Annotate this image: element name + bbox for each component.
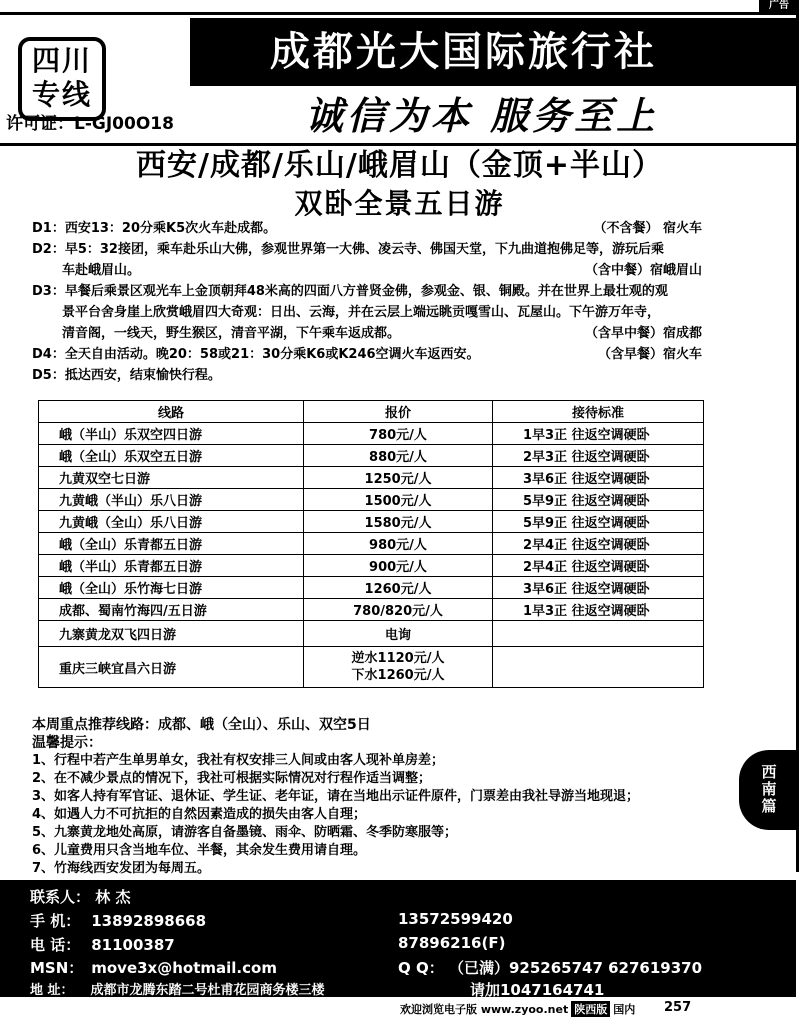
- contact-qq: [398, 957, 702, 978]
- standard-cell: [493, 621, 704, 647]
- route-cell: 九黄双空七日游: [39, 467, 304, 489]
- notes: [32, 716, 712, 878]
- standard-cell: 2早4正 往返空调硬卧: [493, 555, 704, 577]
- day-label: D5：: [32, 368, 65, 383]
- meal-info: （不含餐） 宿火车: [593, 221, 702, 236]
- badge-line1: 四川: [31, 44, 92, 77]
- price-cell: 780元/人: [304, 423, 493, 445]
- tip-item: 6、儿童费用只含当地车位、半餐，其余发生费用请自理。: [32, 843, 367, 858]
- contact-person-label: 联系人：: [30, 888, 91, 906]
- msn-label: MSN：: [30, 959, 84, 977]
- tips-title: 温馨提示：: [32, 735, 102, 751]
- price-cell: 880元/人: [304, 445, 493, 467]
- contact-mobile: [30, 910, 206, 931]
- route-cell: 峨（半山）乐青都五日游: [39, 555, 304, 577]
- footer-region: 国内: [613, 1003, 636, 1016]
- footer: [0, 997, 799, 1017]
- table-row: [39, 511, 704, 533]
- price-cell: [304, 647, 493, 688]
- table-row: [39, 489, 704, 511]
- standard-cell: 5早9正 往返空调硬卧: [493, 511, 704, 533]
- day-label: D4：: [32, 347, 65, 362]
- day-label: D3：: [32, 284, 65, 299]
- price-cell: 1500元/人: [304, 489, 493, 511]
- itinerary-row: [32, 260, 704, 281]
- tip-item: 2、在不减少景点的情况下，我社可根据实际情况对行程作适当调整；: [32, 771, 432, 786]
- badge-line2: 专线: [31, 78, 92, 111]
- route-cell: 九黄峨（半山）乐八日游: [39, 489, 304, 511]
- table-row: [39, 423, 704, 445]
- table-row: [39, 533, 704, 555]
- table-row: [39, 555, 704, 577]
- address-label: 地 址：: [30, 983, 74, 998]
- price-downstream: 下水1260元/人: [351, 668, 445, 683]
- route-subtitle: 双卧全景五日游: [294, 187, 505, 220]
- day-text: 西安13：20分乘K5次火车赴成都。: [64, 221, 277, 236]
- standard-cell: 1早3正 往返空调硬卧: [493, 423, 704, 445]
- contact-phone: [30, 934, 175, 955]
- price-cell: 1580元/人: [304, 511, 493, 533]
- itinerary-row: [32, 218, 704, 239]
- price-cell: 900元/人: [304, 555, 493, 577]
- route-cell: 峨（全山）乐双空五日游: [39, 445, 304, 467]
- footer-website: 欢迎浏览电子版 www.zyoo.net: [400, 1003, 569, 1016]
- tip-item: 4、如遇人力不可抗拒的自然因素造成的损失由客人自理；: [32, 807, 367, 822]
- license-number: 许可证：L-GJ00O18: [6, 114, 174, 134]
- contact-person: [30, 886, 130, 907]
- route-cell: 九寨黄龙双飞四日游: [39, 621, 304, 647]
- route-cell: 成都、蜀南竹海四/五日游: [39, 599, 304, 621]
- itinerary-row: [32, 239, 704, 260]
- contact-qq2: 请加1047164741: [470, 981, 605, 999]
- mobile-number: 13892898668: [91, 912, 207, 930]
- footer-edition-box: 陕西版: [571, 1001, 610, 1017]
- standard-cell: 5早9正 往返空调硬卧: [493, 489, 704, 511]
- standard-cell: 1早3正 往返空调硬卧: [493, 599, 704, 621]
- table-row: [39, 467, 704, 489]
- meal-info: （含早中餐）宿成都: [584, 326, 702, 341]
- contact-person-name: 林 杰: [95, 888, 131, 906]
- day-label: D1：: [32, 221, 65, 236]
- slogan: 诚信为本 服务至上: [305, 93, 659, 138]
- agency-title: 成都光大国际旅行社: [190, 18, 796, 86]
- standard-cell: 3早6正 往返空调硬卧: [493, 467, 704, 489]
- table-row: [39, 621, 704, 647]
- header-price: 报价: [304, 401, 493, 423]
- day-text: 抵达西安，结束愉快行程。: [64, 368, 221, 383]
- footer-line: [400, 1001, 635, 1017]
- day-text: 景平台舍身崖上欣赏峨眉四大奇观：日出、云海，并在云层上端远眺贡嘎雪山、瓦屋山。下午游万年寺，: [62, 305, 661, 320]
- side-tab-char: 西: [761, 763, 777, 781]
- tip-item: 1、行程中若产生单男单女，我社有权安排三人间或由客人现补单房差；: [32, 753, 445, 768]
- southwest-section-tab: [739, 750, 799, 830]
- ad-tab: 广告: [759, 0, 799, 12]
- itinerary-row: [32, 365, 704, 386]
- phone-label: 电 话：: [30, 936, 81, 954]
- route-cell: 九黄峨（全山）乐八日游: [39, 511, 304, 533]
- meal-info: （含早餐）宿火车: [597, 347, 702, 362]
- day-text: 早5：32接团，乘车赴乐山大佛，参观世界第一大佛、凌云寺、佛国天堂，下九曲道抱佛足等，游玩后乘: [64, 242, 664, 257]
- itinerary-row: [32, 281, 704, 302]
- header-standard: 接待标准: [493, 401, 704, 423]
- price-cell: 780/820元/人: [304, 599, 493, 621]
- day-text: 清音阁，一线天，野生猴区，清音平湖，下午乘车返成都。: [62, 326, 401, 341]
- route-cell: 峨（全山）乐青都五日游: [39, 533, 304, 555]
- price-table: [38, 400, 704, 688]
- route-cell: 峨（半山）乐双空四日游: [39, 423, 304, 445]
- day-label: D2：: [32, 242, 65, 257]
- side-tab-char: 南: [761, 780, 777, 798]
- address-text: 成都市龙腾东踏二号杜甫花园商务楼三楼: [90, 983, 325, 998]
- page-number: 257: [664, 1000, 692, 1015]
- meal-info: （含中餐）宿峨眉山: [584, 263, 702, 278]
- table-row: [39, 599, 704, 621]
- price-cell: 1260元/人: [304, 577, 493, 599]
- standard-cell: [493, 647, 704, 688]
- header-route: 线路: [39, 401, 304, 423]
- itinerary-row: [32, 344, 704, 365]
- contact-address: [30, 979, 325, 998]
- recommend-line: 本周重点推荐线路：成都、峨（全山）、乐山、双空5日: [32, 717, 371, 733]
- standard-cell: 2早4正 往返空调硬卧: [493, 533, 704, 555]
- day-text: 全天自由活动。晚20：58或21：30分乘K6或K246空调火车返西安。: [64, 347, 480, 362]
- table-row: [39, 577, 704, 599]
- header: [0, 15, 796, 138]
- side-tab-char: 篇: [761, 797, 777, 815]
- table-row: [39, 647, 704, 688]
- route-title: 西安/成都/乐山/峨眉山（金顶+半山）: [135, 148, 663, 183]
- table-header-row: [39, 401, 704, 423]
- contact-msn: [30, 957, 277, 978]
- contact-phone2: 87896216(F): [398, 934, 506, 952]
- contact-panel: [0, 880, 796, 997]
- itinerary-row: [32, 302, 704, 323]
- mobile-label: 手 机：: [30, 912, 81, 930]
- tip-item: 5、九寨黄龙地处高原，请游客自备墨镜、雨伞、防晒霜、冬季防寒服等；: [32, 825, 458, 840]
- qq-label: Q Q：: [398, 959, 444, 977]
- standard-cell: 3早6正 往返空调硬卧: [493, 577, 704, 599]
- phone-number: 81100387: [91, 936, 175, 954]
- route-cell: 峨（全山）乐竹海七日游: [39, 577, 304, 599]
- itinerary-row: [32, 323, 704, 344]
- price-cell: 电询: [304, 621, 493, 647]
- qq-numbers: （已满）925265747 627619370: [448, 959, 703, 977]
- itinerary: [32, 218, 704, 386]
- route-cell: 重庆三峡宜昌六日游: [39, 647, 304, 688]
- day-text: 车赴峨眉山。: [62, 263, 141, 278]
- price-upstream: 逆水1120元/人: [351, 651, 445, 666]
- tip-item: 3、如客人持有军官证、退休证、学生证、老年证，请在当地出示证件原件，门票差由我社导游当地现退；: [32, 789, 640, 804]
- price-cell: 980元/人: [304, 533, 493, 555]
- msn-address: move3x@hotmail.com: [91, 959, 277, 977]
- tip-item: 7、竹海线西安发团为每周五。: [32, 861, 211, 876]
- standard-cell: 2早3正 往返空调硬卧: [493, 445, 704, 467]
- contact-mobile2: 13572599420: [398, 910, 513, 928]
- day-text: 早餐后乘景区观光车上金顶朝拜48米高的四面八方普贤金佛，参观金、银、铜殿。并在世界上最壮观的观: [64, 284, 668, 299]
- price-cell: 1250元/人: [304, 467, 493, 489]
- table-row: [39, 445, 704, 467]
